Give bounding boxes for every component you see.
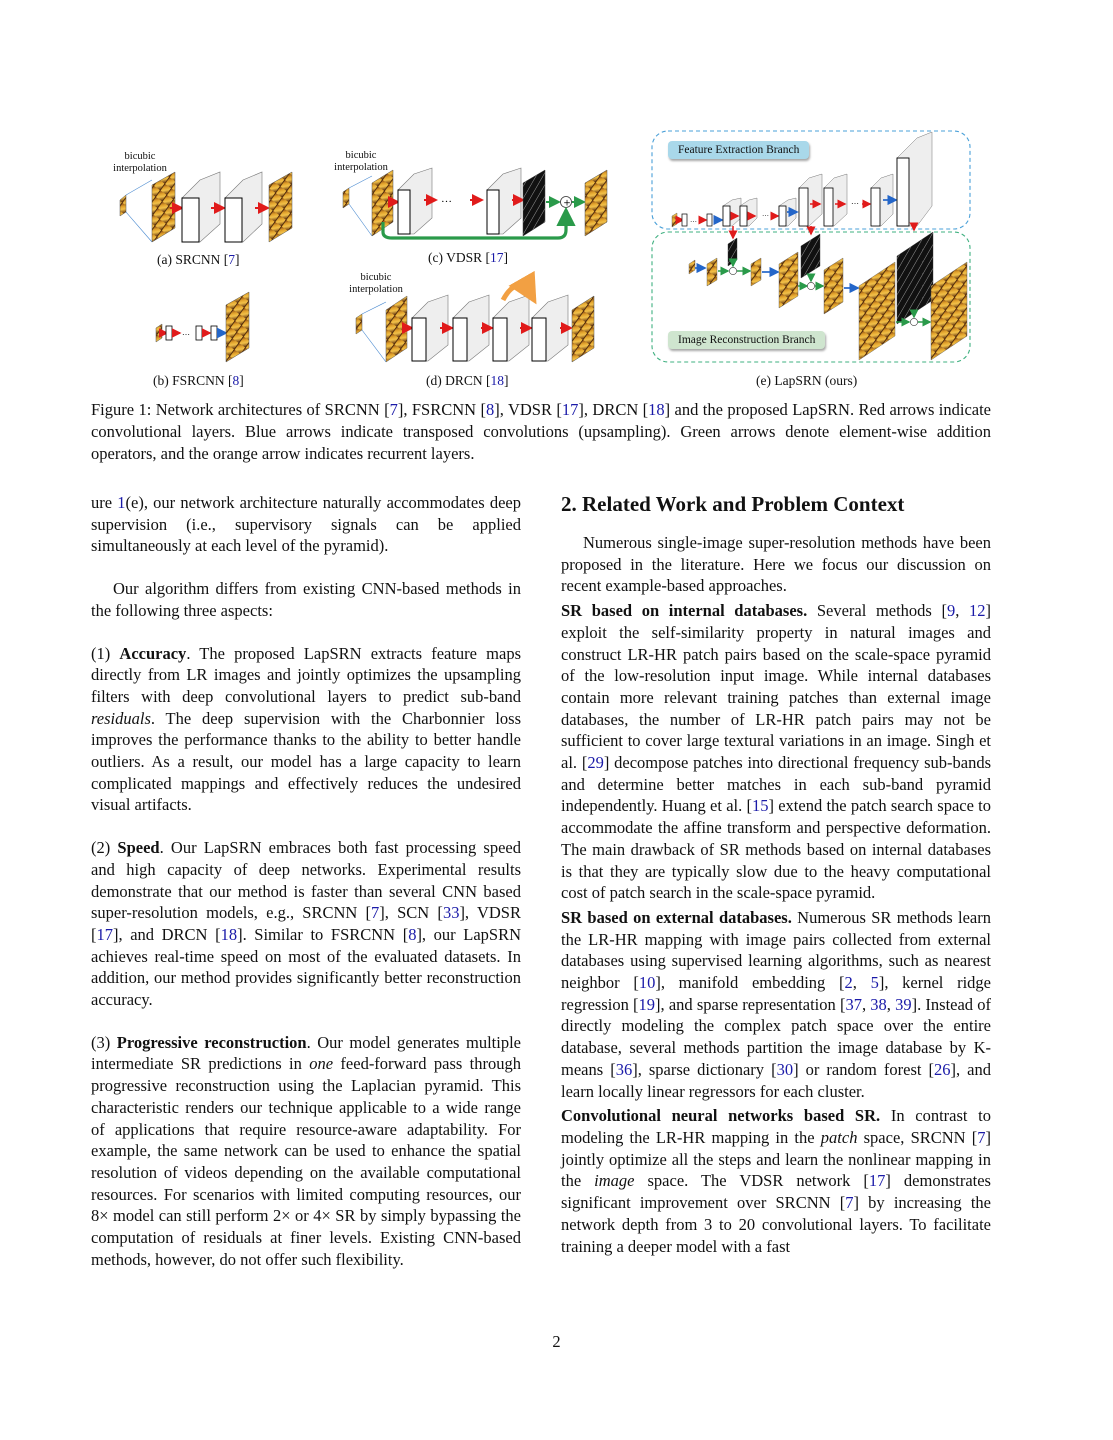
left-column [91, 492, 521, 1271]
paragraph: Numerous single-image super-resolution methods have been proposed in the literature. Here we focus our discussion on recent example-based approaches. [561, 533, 991, 596]
subcaption-vdsr: (c) VDSR [17] [428, 250, 508, 265]
paragraph-progressive: (3) Progressive reconstruction. Our model generates multiple intermediate SR predictions in one feed-forward pass through progressive reconstruction using the Laplacian pyramid. This characteristic renders our technique applicable to a wide range of applications that require resource-aware adaptability. For example, the same network can be used to enhance the spatial resolution of videos depending on the available computational resources. For scenarios with limited computing resources, our 8× model can still perform 2× or 4× SR by simply bypassing the computation of residuals at finer levels. Existing CNN-based methods, however, do not offer such flexibility. [91, 1032, 521, 1269]
paragraph-external-databases: SR based on external databases. Numerous SR methods learn the LR-HR mapping with image pairs collected from external databases using supervised learning algorithms, such as nearest neighbor [10], manifold embedding [2, 5], kernel ridge regression [19], and sparse representation [37, 38, 39]. Instead of directly modeling the complex patch space over the entire database, several methods partition the image database by K-means [36], sparse dictionary [30] or random forest [26], and learn locally linear regressors for each cluster. [561, 907, 992, 1101]
paragraph-accuracy: (1) Accuracy. The proposed LapSRN extracts feature maps directly from LR images and jointly optimizes the upsampling filters with deep convolutional layers to predict sub-band residuals. The deep supervision with the Charbonnier loss improves the performance thanks to the ability to better handle outliers. As a result, our model has a large capacity to learn complicated mappings and effectively reduces the undesired visual artifacts. [91, 643, 521, 815]
panel-vdsr [343, 168, 607, 238]
svg-text:…: … [851, 197, 859, 206]
paragraph-speed: (2) Speed. Our LapSRN embraces both fast processing speed and high capacity of deep networks. Experimental results demonstrate that our method is faster than several CNN based super-resolution models, e.g., SRCNN [7], SCN [33], VDSR [17], and DRCN [18]. Similar to FSRCNN [8], our LapSRN achieves real-time speed on most of the evaluated datasets. In addition, our method provides significantly better reconstruction accuracy. [91, 838, 521, 1010]
architecture-diagrams [0, 0, 1113, 395]
page-number: 2 [552, 1332, 561, 1351]
image-reconstruction-branch-label: Image Reconstruction Branch [668, 331, 825, 349]
feature-extraction-branch-label: Feature Extraction Branch [668, 141, 809, 159]
paragraph: ure 1(e), our network architecture naturally accommodates deep supervision (i.e., supervisory signals can be applied simultaneously at each level of the pyramid). [91, 493, 521, 556]
svg-text:…: … [690, 216, 697, 224]
svg-text:…: … [762, 210, 769, 218]
drcn-bicubic-note: bicubic interpolation [349, 272, 403, 296]
srcnn-bicubic-note: bicubic interpolation [113, 151, 167, 175]
panel-srcnn [120, 172, 292, 242]
subcaption-lapsrn: (e) LapSRN (ours) [756, 373, 858, 388]
subcaption-drcn: (d) DRCN [18] [426, 373, 509, 388]
figure-caption: Figure 1: Network architectures of SRCNN [7], FSRCNN [8], VDSR [17], DRCN [18] and the proposed LapSRN. Red arrows indicate convolutional layers. Blue arrows indicate transposed convolutions (upsampling). Green arrows denote element-wise addition operators, and the orange arrow indicates recurrent layers. [91, 400, 991, 463]
panel-lapsrn [652, 131, 970, 362]
paragraph: Our algorithm differs from existing CNN-based methods in the following three aspects: [91, 579, 521, 620]
panel-fsrcnn [156, 292, 249, 362]
svg-text:+: + [563, 198, 571, 209]
right-column [561, 492, 991, 1257]
paragraph-cnn-sr: Convolutional neural networks based SR. In contrast to modeling the LR-HR mapping in the patch space, SRCNN [7] jointly optimize all the steps and learn the nonlinear mapping in the image space. The VDSR network [17] demonstrates significant improvement over SRCNN [7] by increasing the network depth from 3 to 20 convolutional layers. To facilitate training a deeper model with a fast [561, 1106, 992, 1256]
section-heading: 2. Related Work and Problem Context [561, 492, 905, 516]
paragraph-internal-databases: SR based on internal databases. Several methods [9, 12] exploit the self-similarity property in natural images and construct LR-HR patch pairs based on the scale-space pyramid of the low-resolution input image. While internal databases contain more relevant training patches than external image databases, the number of LR-HR patch pairs may not be sufficient to cover large textural variations in an image. Singh et al. [29] decompose patches into directional frequency sub-bands and determine better matches in each sub-band pyramid independently. Huang et al. [15] extend the patch search space to accommodate the affine transform and perspective deformation. The main drawback of SR methods based on internal databases is that they are typically slow due to the heavy computational cost of patch search in the scale-space pyramid. [561, 601, 992, 903]
vdsr-bicubic-note: bicubic interpolation [334, 150, 388, 174]
subcaption-fsrcnn: (b) FSRCNN [8] [153, 373, 244, 388]
svg-text:…: … [182, 328, 190, 337]
subcaption-srcnn: (a) SRCNN [7] [157, 252, 240, 267]
panel-drcn [356, 286, 594, 362]
svg-text:…: … [441, 193, 452, 205]
